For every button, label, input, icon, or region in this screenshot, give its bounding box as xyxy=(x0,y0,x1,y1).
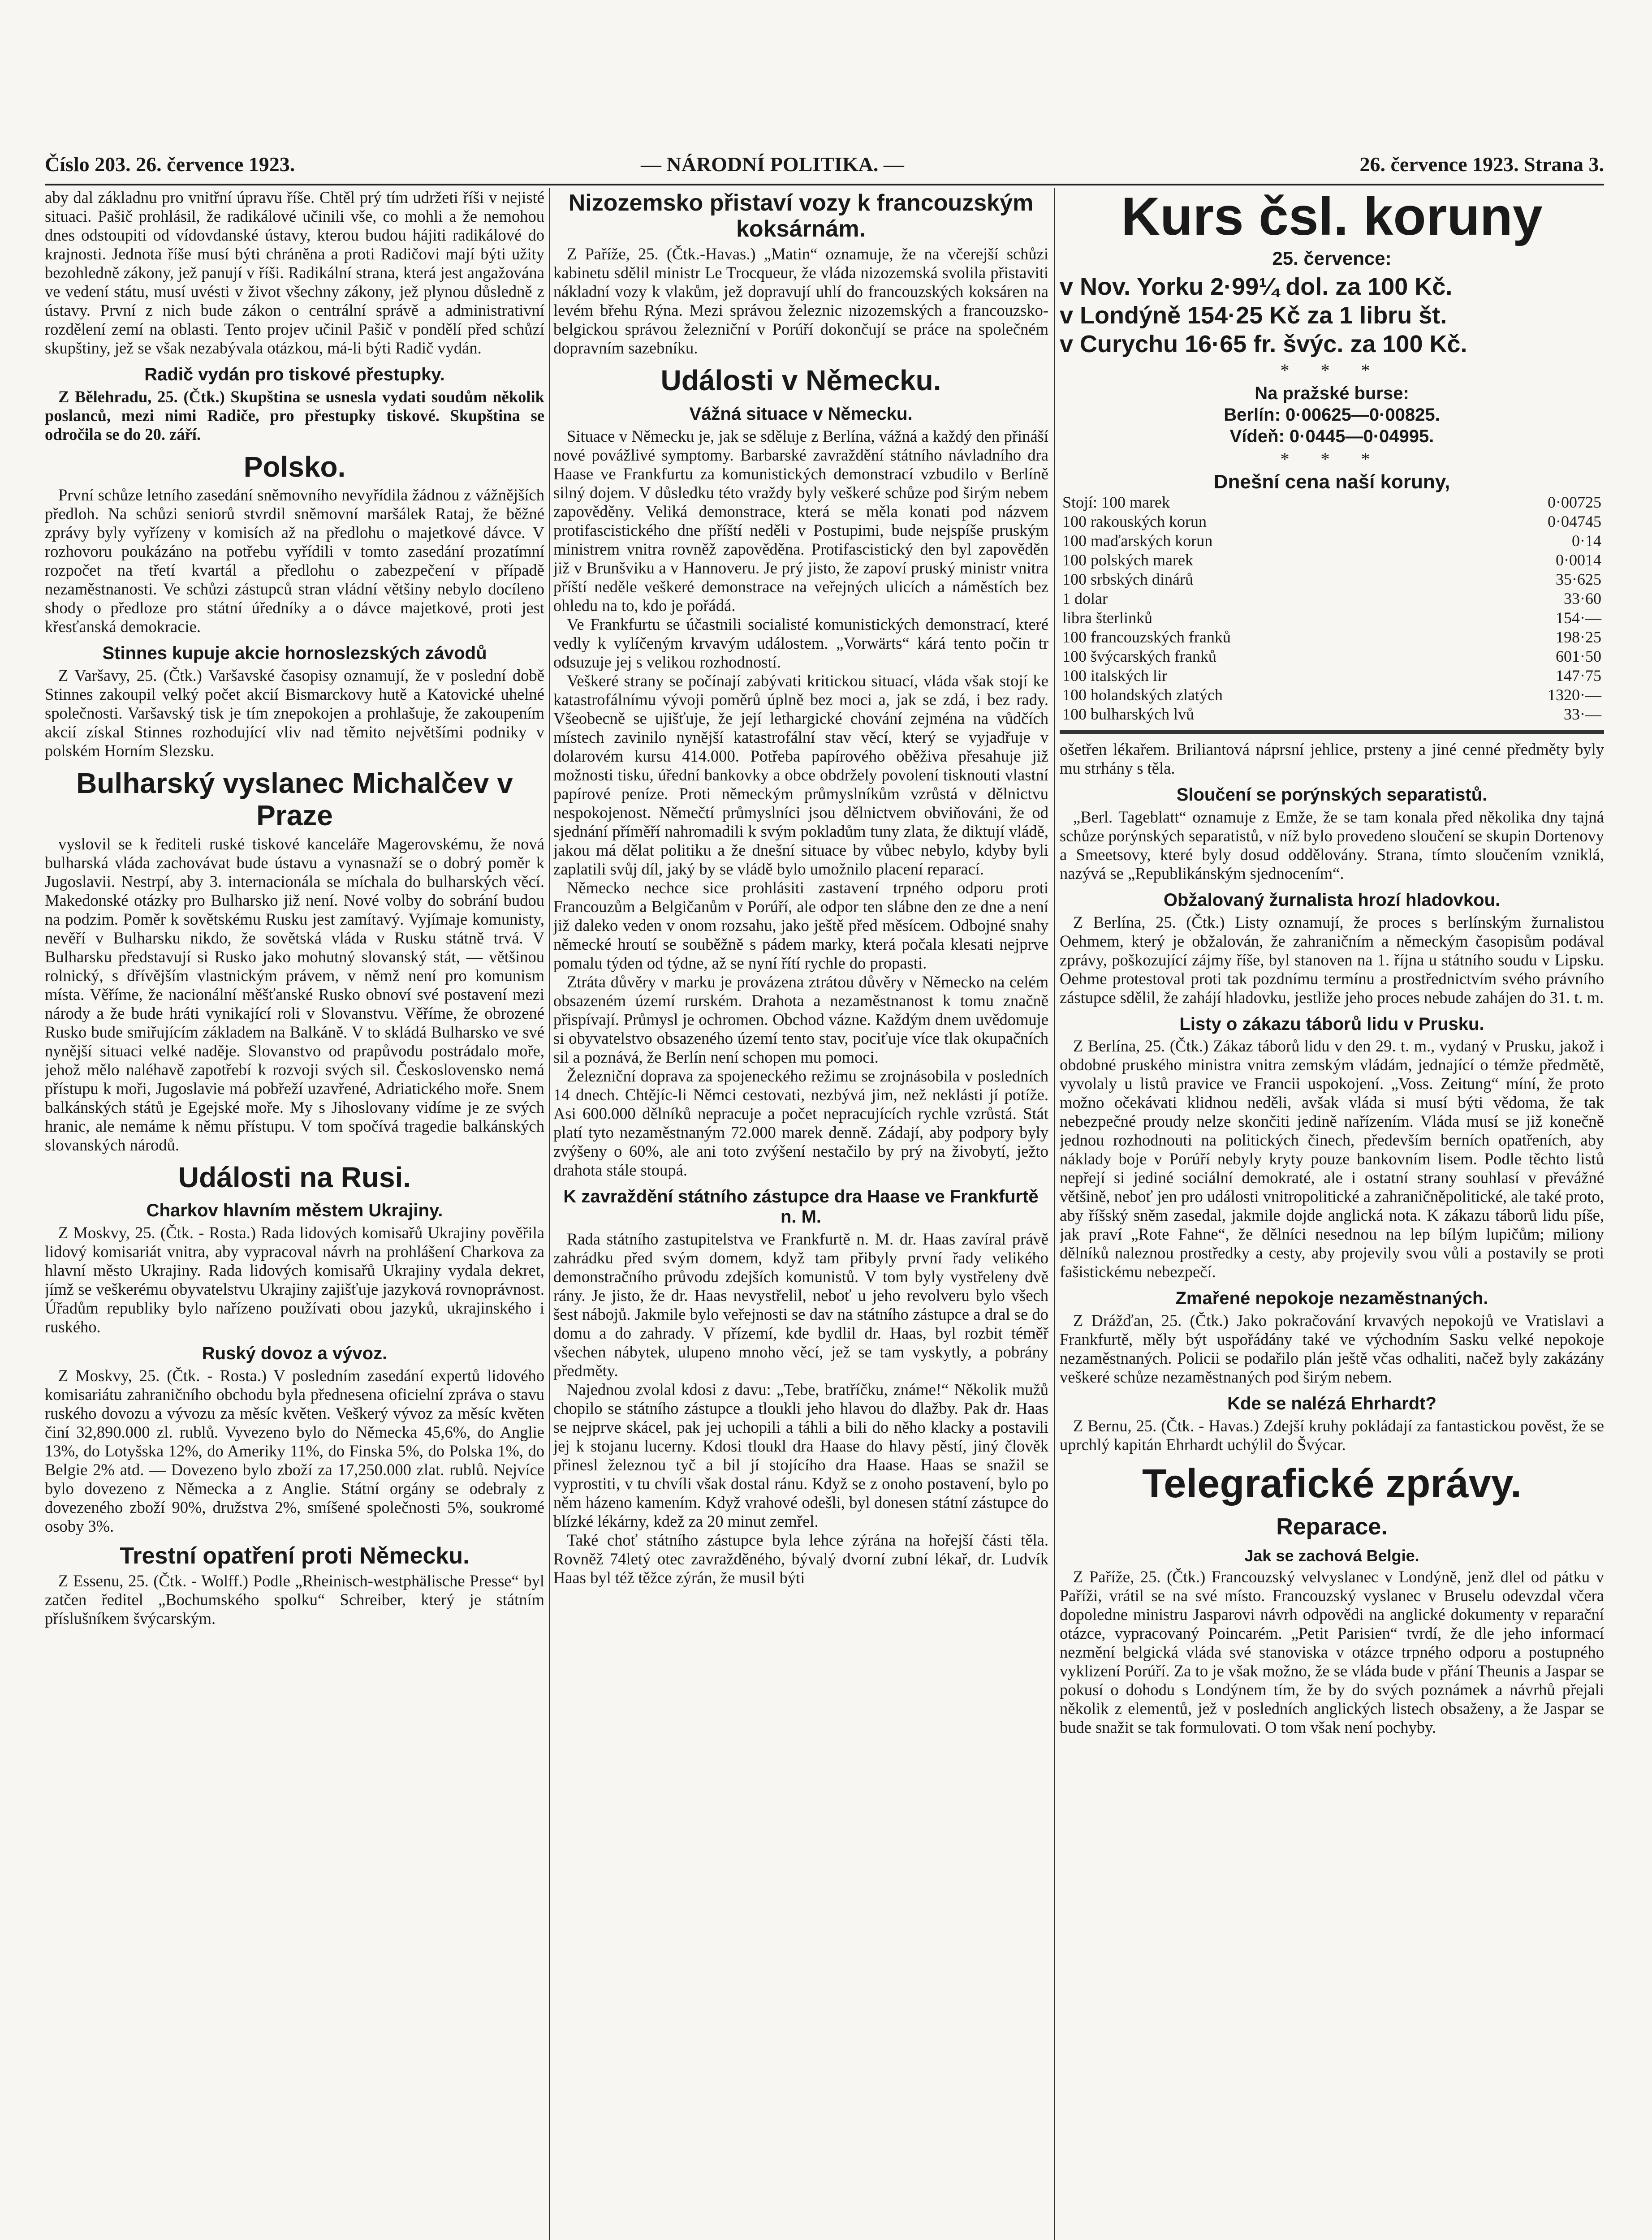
article-text: Z Berlína, 25. (Čtk.) Listy oznamují, že proces s berlínským žurnalistou Oehmem, který je obžalován, že zahraničním a německým časopisům podával zprávy, poškozující zájmy říše, byl stanoven na 1. října u státního soudu v Lipsku. Oehme protestoval proti tak pozdnímu termínu a prostřednictvím svého právního zástupce sdělil, že zahájí hladovku, jestliže jeho proces nebude zahájen do 31. t. m. xyxy=(1060,913,1604,1007)
article-text: Z Moskvy, 25. (Čtk. - Rosta.) V posledním zasedání expertů lidového komisariátu zahraničního obchodu byla přednesena oficielní zpráva o stavu ruského dovozu a vývozu za měsíc květen. Veškerý vývoz za měsíc květen činí 32,890.000 zl. rublů. Vyvezeno bylo do Německa 45,6%, do Anglie 13%, do Lotyšska 12%, do Ameriky 11%, do Finska 5%, do Polska 1%, do Belgie 2% atd. — Dovezeno bylo zboží za 17,250.000 zlat. rublů. Nejvíce bylo dovezeno z Německa a z Anglie. Státní orgány se odebraly z dovezeného zboží 90%, družstva 2%, smíšené společnosti 5%, soukromé osoby 3%. xyxy=(45,1366,544,1535)
rate-value: 33·— xyxy=(1564,705,1601,723)
exchange-rate-line: v Londýně 154·25 Kč za 1 libru št. xyxy=(1060,302,1447,329)
rate-value: 33·60 xyxy=(1564,590,1601,607)
article-headline: Události na Rusi. xyxy=(178,1161,411,1193)
article-headline: Zmařené nepokoje nezaměstnaných. xyxy=(1175,1288,1488,1309)
article-subheadline: Vážná situace v Německu. xyxy=(689,404,913,424)
article-text: Také choť státního zástupce byla lehce zýrána na hořejší části těla. Rovněž 74letý otec zavražděného, bývalý dvorní zubní lékař, dr. Ludvík Haas byl též těžce zýrán, že musil býti xyxy=(553,1530,1048,1587)
rate-value: 0·0014 xyxy=(1556,551,1601,569)
article-headline: Kde se nalézá Ehrhardt? xyxy=(1227,1394,1436,1414)
article-subheadline: Charkov hlavním městem Ukrajiny. xyxy=(146,1201,443,1221)
article-text: Z Paříže, 25. (Čtk.-Havas.) „Matin“ oznamuje, že na včerejší schůzi kabinetu sdělil ministr Le Trocqueur, že vláda nizozemská svolila přistaviti nákladní vozy k vlakům, jež dopravují uhlí do francouzských koksáren na levém břehu Rýna. Mezi správou železnic nizozemských a francouzsko-belgickou správou železniční v Porúří dokončují se práce na společném dopravním sazebníku. xyxy=(553,245,1048,358)
article-headline: Listy o zákazu táborů lidu v Prusku. xyxy=(1179,1014,1484,1034)
article-headline: Obžalovaný žurnalista hrozí hladovkou. xyxy=(1163,890,1501,910)
rate-row xyxy=(1060,589,1604,608)
article-headline: Stinnes kupuje akcie hornoslezských závodů xyxy=(102,643,487,663)
rate-table-title: Dnešní cena naší koruny, xyxy=(1213,471,1450,493)
rate-label: Stojí: 100 marek xyxy=(1062,493,1170,511)
exchange-rate-headline: Kurs čsl. koruny xyxy=(1121,188,1543,246)
rate-label: 100 polských marek xyxy=(1062,551,1193,569)
article-text: Z Berlína, 25. (Čtk.) Zákaz táborů lidu v den 29. t. m., vydaný v Prusku, jakož i obdobné pruského ministra vnitra zemským vládám, jednající o témže předmětě, vyvolaly u listů pravice ve Francii uspokojení. „Voss. Zeitung“ míní, že proto možno očekávati klidnou neděli, avšak vláda si musí býti vědoma, že tak nebezpečné proudy nelze skončiti jedině nařízením. Vláda musí se již konečně jednou rozhodnouti na politických činech, především berních opatřeních, aby náklady boje v Porúří nebyly kryty pouze bankovním lisem. Podle těchto listů nepřejí si jediné sociální demokraté, ale i ostatní strany souhlasí v převážné většině, neboť jen pro události vnitropolitické a zahraničněpolitické, ale také proto, aby říšský sněm zasedal, jakmile dojde anglická nota. K zákazu táborů lidu píše, jak praví „Rote Fahne“, že dělníci nesednou na lep bílým lupičům; miliony dělníků naleznou prostředky a cesty, aby projevily svou vůli a postavily se proti fašistickému nebezpečí. xyxy=(1060,1037,1604,1281)
rate-row xyxy=(1060,647,1604,666)
header-rule xyxy=(45,184,1604,185)
rate-row xyxy=(1060,608,1604,628)
article-text: „Berl. Tageblatt“ oznamuje z Emže, že se tam konala před několika dny tajná schůze porýnských separatistů, v níž bylo provedeno sloučení se skupin Dortenovy a Smeetsovy, které byly dosud oddělovány. Strana, tímto sloučením vzniklá, nazývá se „Republikánským sjednocením“. xyxy=(1060,807,1604,883)
column-2 xyxy=(553,188,1048,2240)
article-headline: Trestní opatření proti Německu. xyxy=(120,1542,470,1569)
article-text: Veškeré strany se počínají zabývati kritickou situací, vláda však stojí ke katastrofálnímu vývoji poměrů úplně bez moci a, jak se zdá, i bez rady. Všeobecně se ujišťuje, že její lethargické chování zejména na vůdčích místech zavinilo nynější katastrofální stav věcí, který se vyjadřuje v dolarovém kursu 414.000. Potřeba papírového oběživa přesahuje již možnosti tisku, úřední bankovky a obce obdržely povolení tisknouti vlastní papírové peníze. Proti německým průmyslníkům vzrůstá v dělnictvu nespokojenost. Němečtí průmyslníci jsou dělnictvem obviňováni, že od sjednání příměří nahromadili k svým pokladům tuny zlata, že diktují vládě, jakou má dělat politiku a že dnešní situace by vůbec nebylo, kdyby byli zaplatili svůj díl, jaký by se vládě bylo umožnilo placení reparací. xyxy=(553,671,1048,878)
rate-value: 198·25 xyxy=(1556,628,1601,646)
rate-value: 0·14 xyxy=(1572,532,1601,550)
separator-stars: * * * xyxy=(1280,360,1384,380)
rate-row xyxy=(1060,570,1604,589)
separator-stars: * * * xyxy=(1280,449,1384,469)
article-text: Situace v Německu je, jak se sděluje z Berlína, vážná a každý den přináší nové povážlivé symptomy. Barbarské zavraždění státního návladního dra Haase ve Frankfurtu za komunistických demonstrací vzbudilo v Berlíně silný dojem. V důsledku této vraždy byly veškeré schůze pod širým nebem zapověděny. Veliká demonstrace, která se měla konati pod názvem protifascistického dne příští neděli v Postupimi, bude nejspíše pruským ministrem vnitra rovněž zapověděna. Protifascistický den byl zapověděn již v Brunšviku a v Hannoveru. Je prý jisto, že zapoví pruský ministr vnitra příští neděle veškeré demonstrace na veřejných ulicích a náměstích bez ohledu na to, kdo je pořádá. xyxy=(553,426,1048,615)
rate-label: 100 maďarských korun xyxy=(1062,532,1213,550)
article-subheadline: Jak se zachová Belgie. xyxy=(1244,1546,1419,1565)
article-text: aby dal základnu pro vnitřní úpravu říše. Chtěl prý tím udržeti říši v nejisté situaci. Pašič prohlásil, že radikálové učinili vše, co mohli a že nemohou dnes odstoupiti od vídovdanské ústavy, kterou budou hájiti radikálové do krajnosti. Jednota říše musí býti chráněna a proti Radičovi mají býti užity bezohledně zákony, jež panují v říši. Radikální strana, která jest angažována ve vedení státu, musí uvésti v život všechny zákony, jež plynou důsledně z ústavy. První z nich bude zákon o centrální správě a administrativní rozdělení zemí na oblasti. Tento projev učinil Pašič v pondělí před schůzí skupštiny, jež se však nezabývala otázkou, má-li býti Radič vydán. xyxy=(45,188,544,357)
masthead-title: — NÁRODNÍ POLITIKA. — xyxy=(641,153,904,176)
article-text: Německo nechce sice prohlásiti zastavení trpného odporu proti Francouzům a Belgičanům v Porúří, ale odpor ten slábne den ze dne a není již daleko veden v onom rozsahu, jako ještě před měsícem. Odbojné snahy německé hroutí se souběžně s pádem marky, která počala klesati nejprve pomalu týden od týdne, až se nyní řítí rychle do propasti. xyxy=(553,878,1048,972)
rate-value: 147·75 xyxy=(1556,667,1601,685)
burse-line: Vídeň: 0·0445—0·04995. xyxy=(1229,426,1434,446)
rate-label: 100 italských lir xyxy=(1062,667,1167,685)
burse-title: Na pražské burse: xyxy=(1255,383,1409,403)
rate-label: 100 švýcarských franků xyxy=(1062,647,1216,665)
article-text: Z Bělehradu, 25. (Čtk.) Skupština se usnesla vydati soudům několik poslanců, mezi nimi Radiče, pro přestupky tiskové. Skupština se odročila se do 20. září. xyxy=(45,387,544,444)
rate-value: 154·— xyxy=(1556,609,1601,627)
article-headline: Sloučení se porýnských separatistů. xyxy=(1176,785,1488,805)
article-headline: Nizozemsko přistaví vozy k francouzským koksárnám. xyxy=(568,190,1034,242)
article-headline: Bulharský vyslanec Michalčev v Praze xyxy=(76,767,513,831)
column-1 xyxy=(45,188,544,2240)
article-headline: Polsko. xyxy=(243,450,346,483)
column-3 xyxy=(1060,188,1604,2240)
rate-row xyxy=(1060,551,1604,570)
article-headline: Telegrafické zprávy. xyxy=(1142,1461,1522,1506)
column-divider xyxy=(1054,188,1055,2240)
article-text: Najednou zvolal kdosi z davu: „Tebe, bratříčku, známe!“ Několik mužů chopilo se státního zástupce a tloukli jeho hlavou do dlažby. Pak dr. Haas se nejprve skácel, pak jej uchopili a táhli a bili do něho klacky a postavili jej k stojanu lucerny. Kdosi tloukl dra Haase do hlavy pěstí, jiný člověk přinesl železnou tyč a bil jí stojícího dra Haase. Haas se snažil se vyprostiti, v tu chvíli však dostal ránu. Když se z onoho postavení, bylo po něm házeno kamením. Když vrahové odešli, byl donesen státní zástupce do blízké lékárny, kdež za 20 minut zemřel. xyxy=(553,1380,1048,1530)
rate-label: 100 francouzských franků xyxy=(1062,628,1231,646)
rate-row xyxy=(1060,512,1604,531)
rate-value: 0·00725 xyxy=(1548,493,1601,511)
article-text: Z Essenu, 25. (Čtk. - Wolff.) Podle „Rheinisch-westphälische Presse“ byl zatčen ředitel „Bochumského spolku“ Schreiber, který je státním příslušníkem švýcarským. xyxy=(45,1572,544,1628)
rate-row xyxy=(1060,493,1604,512)
rate-label: 100 holandských zlatých xyxy=(1062,686,1223,704)
article-headline: Události v Německu. xyxy=(660,364,941,397)
section-rule xyxy=(1060,730,1604,734)
rate-row xyxy=(1060,531,1604,551)
article-text: vyslovil se k řediteli ruské tiskové kanceláře Magerovskému, že nová bulharská vláda zachovávat bude ústavu a vynasnaží se o dobrý poměr k Jugoslavii. Nestrpí, aby 3. internacionála se míchala do bulharských věcí. Makedonské otázky pro Bulharsko již není. Nové volby do sobrání budou na podzim. Poměr k sovětskému Rusku jest zamítavý. Vyjímaje komunisty, nevěří v Bulharsku nikdo, že sovětská vláda v Rusku státně trvá. V Bulharsku představují si Rusko jako mohutný slovanský stát, — většinou rolnický, s dřívějším vlastnickým právem, v němž není pro komunism místa. Věříme, že nacionální měšťanské Rusko obnoví své postavení mezi národy a že bude hráti vynikající roli v Slovanstvu. Věříme, že obrozené Rusko bude smiřujícím základem na Balkáně. V to skládá Bulharsko ve své nynější situaci velké naděje. Slovanstvo od prapůvodu postrádalo moře, jehož mělo naléhavě zapotřebí k rozvoji svých sil. Československo nemá přístupu k moři, Jugoslavie má pobřeží uzavřené, Adriatického moře. Snem balkánských států je Egejské moře. My s Jihoslovany vidíme je ze svých hranic, ale nemáme k němu přístupu. V tom spočívá tragedie balkánských slovanských národů. xyxy=(45,834,544,1154)
article-text: Z Varšavy, 25. (Čtk.) Varšavské časopisy oznamují, že v poslední době Stinnes zakoupil velký počet akcií Bismarckovy hutě a Katovické uhelné společnosti. Varšavský tisk je tím znepokojen a prohlašuje, že zakoupením akcií získal Stinnes rozhodující vliv nad těmito největšími podniky v polském Horním Slezsku. xyxy=(45,666,544,760)
article-text: Z Bernu, 25. (Čtk. - Havas.) Zdejší kruhy pokládají za fantastickou pověst, že se uprchlý kapitán Ehrhardt uchýlil do Švýcar. xyxy=(1060,1416,1604,1454)
column-divider xyxy=(549,188,550,2240)
article-text: ošetřen lékařem. Briliantová náprsní jehlice, prsteny a jiné cenné předměty byly mu strhány s těla. xyxy=(1060,740,1604,777)
rate-row xyxy=(1060,666,1604,685)
rate-label: 100 bulharských lvů xyxy=(1062,705,1194,723)
page-header xyxy=(45,148,1604,184)
article-text: První schůze letního zasedání sněmovního nevyřídila žádnou z vážnějších předloh. Na schůzi seniorů stvrdil sněmovní maršálek Rataj, že běžné zprávy byly vyřízeny v komisích až na předlohu o majetkové dávce. V rozhovoru poukázáno na potřebu vyřídili v tomto zasedání prozatímní rozpočet na třetí kvartál a předlohu o zabezpečení v případě nezaměstnanosti. Ve schůzi zástupců stran vládní většiny nebylo docíleno shody o předloze pro státní úředníky a o dávce majetkové, proti jest křesťanská demokracie. xyxy=(45,486,544,636)
issue-number: Číslo 203. 26. července 1923. xyxy=(45,153,295,176)
article-text: Z Paříže, 25. (Čtk.) Francouzský velvyslanec v Londýně, jenž dlel od pátku v Paříži, vrátil se na své místo. Francouzský vyslanec v Bruselu odevzdal včera dopoledne ministru Jasparovi návrh odpovědi na anglické dokumenty v reparační otázce, vypracovaný Poincarém. „Petit Parisien“ tvrdí, že dle jeho informací nezmění belgická vláda své stanoviska v otázce trpného odporu a postupného vyklizení Porúří. Za to je však možno, že se vláda bude v přání Theunis a Jaspar se pokusí o dohodu s Londýnem tím, že by do svých poznámek a návrhů přejali několik z elementů, jež v posledních anglických listech obsaženy, a že Jaspar se bude snažit se tak formulovati. O tom však není pochyby. xyxy=(1060,1568,1604,1737)
rate-value: 601·50 xyxy=(1556,647,1601,665)
article-text: Z Drážďan, 25. (Čtk.) Jako pokračování krvavých nepokojů ve Vratislavi a Frankfurtě, měly být uspořádány také ve východním Sasku velké nepokoje nezaměstnaných. Policii se podařilo plán ještě včas odhaliti, načež byly zakázány veškeré schůze nezaměstnaných pod širým nebem. xyxy=(1060,1311,1604,1387)
article-text: Rada státního zastupitelstva ve Frankfurtě n. M. dr. Haas zavíral právě zahrádku před svým domem, když tam přibyly první řady velikého demonstračního průvodu zdejších komunistů. V tom byly vystřeleny dvě rány. Je jisto, že dr. Haas nevystřelil, neboť u jeho revolveru bylo všech šest nábojů. Jakmile bylo veřejnosti se dav na státního zástupce a dral se do domu a do zahrady. V přízemí, kde bydlil dr. Haas, byl rozbit téměř všechen nábytek, ulupeno mnoho věcí, jež se tam vyskytly, a pobrány předměty. xyxy=(553,1229,1048,1380)
article-headline: Radič vydán pro tiskové přestupky. xyxy=(144,365,445,384)
rate-row xyxy=(1060,628,1604,647)
rate-value: 35·625 xyxy=(1556,570,1601,588)
rate-label: libra šterlinků xyxy=(1062,609,1152,627)
exchange-date: 25. července: xyxy=(1272,248,1392,269)
article-text: Z Moskvy, 25. (Čtk. - Rosta.) Rada lidových komisařů Ukrajiny pověřila lidový komisariát vnitra, aby vypracoval návrh na prohlášení Charkova za hlavní město Ukrajiny. Rada lidových komisařů Ukrajiny vydala dekret, jímž se veškerému obyvatelstvu Ukrajiny zajišťuje jazyková rovnoprávnost. Úřadům republiky bylo nařízeno používati obou jazyků, ukrajinského i ruského. xyxy=(45,1223,544,1336)
article-subheadline: Reparace. xyxy=(1276,1513,1388,1540)
rate-label: 100 srbských dinárů xyxy=(1062,570,1193,588)
rate-value: 0·04745 xyxy=(1548,513,1601,530)
page-number: 26. července 1923. Strana 3. xyxy=(1359,153,1604,176)
rate-row xyxy=(1060,705,1604,724)
article-headline: Ruský dovoz a vývoz. xyxy=(202,1344,388,1364)
burse-line: Berlín: 0·00625—0·00825. xyxy=(1224,405,1440,425)
article-headline: K zavraždění státního zástupce dra Haase ve Frankfurtě n. M. xyxy=(563,1186,1039,1227)
exchange-rate-line: v Nov. Yorku 2·99¼ dol. za 100 Kč. xyxy=(1060,273,1453,300)
article-text: Ztráta důvěry v marku je provázena ztrátou důvěry v Německo na celém obsazeném území rurském. Drahota a nezaměstnanost k tomu značně přispívají. Průmysl je ochromen. Obchod vázne. Každým dnem uvědomuje si obyvatelstvo obsazeného území tento stav, pociťuje více tlak okupačních sil a poznává, že Berlín není schopen mu pomoci. xyxy=(553,972,1048,1066)
rate-value: 1320·— xyxy=(1548,686,1601,704)
article-text: Železniční doprava za spojeneckého režimu se zrojnásobila v posledních 14 dnech. Chtějíc-li Němci cestovati, nezbývá jim, než neklásti jí potíže. Asi 600.000 dělníků nepracuje a počet nepracujících rychle vzrůstá. Stát platí tyto nezaměstnaným 72.000 marek denně. Zádají, aby podpory byly zvýšeny o 60%, ale ani toto zvýšení nestačilo by prý na živobytí, ježto drahota stále stoupá. xyxy=(553,1066,1048,1179)
rate-label: 100 rakouských korun xyxy=(1062,513,1207,530)
rate-row xyxy=(1060,685,1604,705)
exchange-rate-line: v Curychu 16·65 fr. švýc. za 100 Kč. xyxy=(1060,331,1467,358)
article-text: Ve Frankfurtu se účastnili socialisté komunistických demonstrací, které vedly k vylíčeným krvavým událostem. „Vorwärts“ kárá tento počin tr odsuzuje jej s velikou rozhodností. xyxy=(553,615,1048,671)
rate-label: 1 dolar xyxy=(1062,590,1108,607)
rate-table xyxy=(1060,493,1604,724)
